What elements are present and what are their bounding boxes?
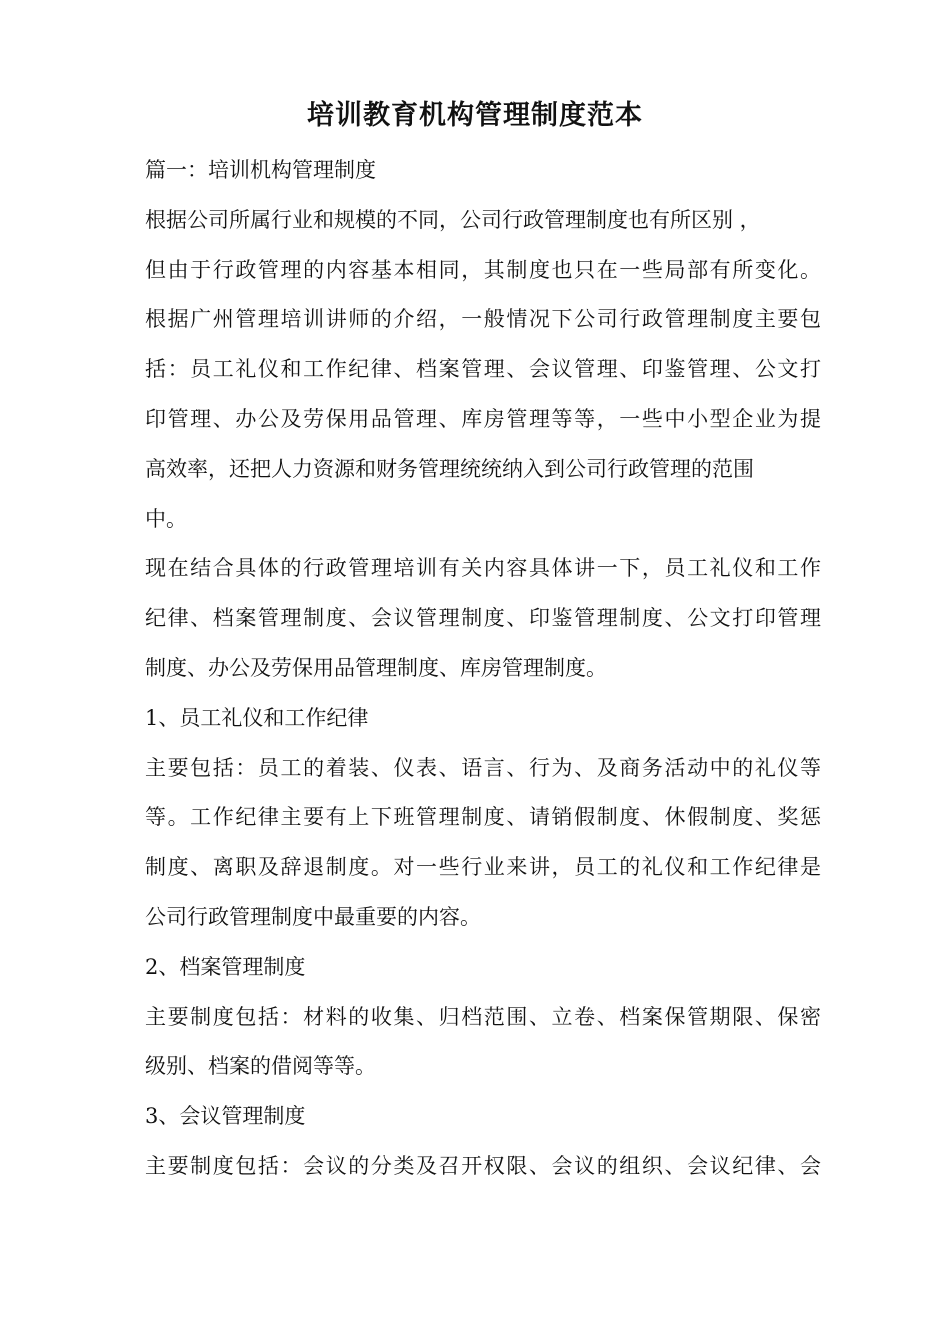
body-line: 根据广州管理培训讲师的介绍，一般情况下公司行政管理制度主要包	[145, 307, 821, 332]
body-line: 等。工作纪律主要有上下班管理制度、请销假制度、休假制度、奖惩	[145, 805, 821, 830]
body-line: 制度、离职及辞退制度。对一些行业来讲，员工的礼仪和工作纪律是	[145, 855, 821, 880]
body-line: 括：员工礼仪和工作纪律、档案管理、会议管理、印鉴管理、公文打	[145, 357, 821, 382]
body-line: 中。	[145, 506, 187, 531]
body-line: 级别、档案的借阅等等。	[145, 1054, 376, 1079]
body-line: 印管理、办公及劳保用品管理、库房管理等等，一些中小型企业为提	[145, 406, 821, 431]
section-heading: 2、档案管理制度	[145, 954, 306, 979]
section-heading: 3、会议管理制度	[145, 1104, 306, 1129]
body-line: 主要制度包括：会议的分类及召开权限、会议的组织、会议纪律、会	[145, 1153, 821, 1178]
document-title: 培训教育机构管理制度范本	[307, 100, 643, 131]
body-line: 制度、办公及劳保用品管理制度、库房管理制度。	[145, 655, 607, 680]
body-line: 高效率，还把人力资源和财务管理统统纳入到公司行政管理的范围	[145, 456, 754, 481]
body-line: 篇一：培训机构管理制度	[145, 158, 376, 182]
body-line: 纪律、档案管理制度、会议管理制度、印鉴管理制度、公文打印管理	[145, 606, 821, 631]
body-line: 主要包括：员工的着装、仪表、语言、行为、及商务活动中的礼仪等	[145, 755, 821, 780]
body-line: 主要制度包括：材料的收集、归档范围、立卷、档案保管期限、保密	[145, 1004, 821, 1029]
document-body	[145, 146, 821, 1192]
body-line: 根据公司所属行业和规模的不同，公司行政管理制度也有所区别 ，	[145, 207, 761, 232]
body-line: 公司行政管理制度中最重要的内容。	[145, 904, 481, 929]
body-line: 但由于行政管理的内容基本相同，其制度也只在一些局部有所变化。	[145, 257, 821, 282]
body-line: 现在结合具体的行政管理培训有关内容具体讲一下，员工礼仪和工作	[145, 556, 821, 581]
section-heading: 1、员工礼仪和工作纪律	[145, 705, 369, 730]
